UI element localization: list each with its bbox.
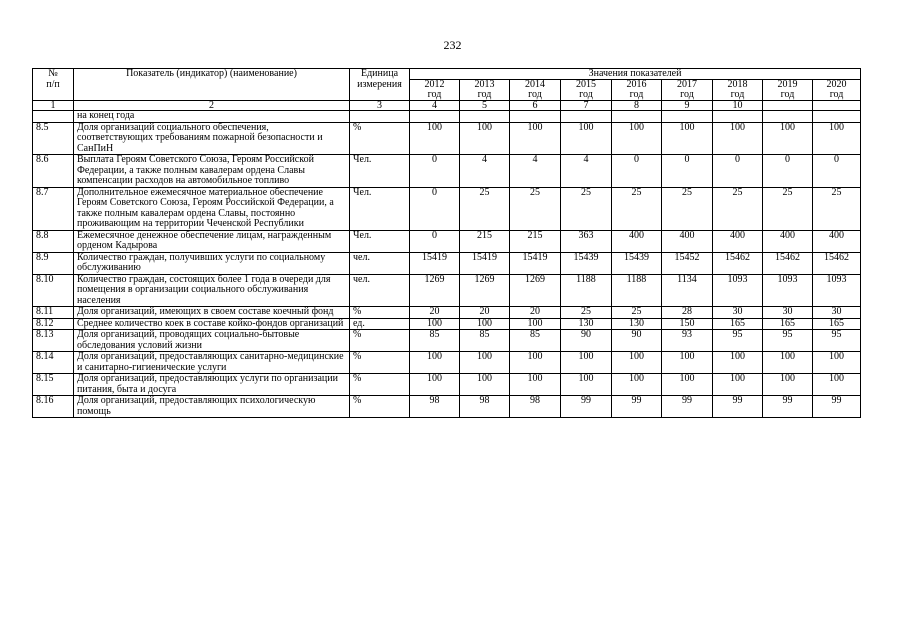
indicator-value: 0: [612, 155, 662, 188]
indicator-value: 100: [561, 374, 612, 396]
indicator-value: 95: [763, 330, 813, 352]
indicator-value: 100: [561, 122, 612, 155]
table-row: [33, 318, 861, 330]
indicator-value: 0: [410, 187, 460, 230]
indicator-value: 4: [460, 155, 510, 188]
header-unit-text: Единица измерения: [357, 68, 402, 90]
indicator-value: 95: [713, 330, 763, 352]
indicator-value: 25: [713, 187, 763, 230]
indicator-name: Среднее количество коек в составе койко-фондов организаций: [74, 318, 350, 330]
indicator-value: 98: [510, 396, 561, 418]
indicator-value: 100: [410, 318, 460, 330]
indicator-value: 93: [662, 330, 713, 352]
indicator-value: 15452: [662, 252, 713, 274]
header-year: 2012 год: [410, 80, 460, 101]
indicator-value: 100: [410, 352, 460, 374]
indicator-value: 150: [662, 318, 713, 330]
indicator-value: 400: [763, 230, 813, 252]
table-row: [33, 252, 861, 274]
indicator-value: 0: [662, 155, 713, 188]
row-number: 8.6: [33, 155, 74, 188]
row-number: 8.14: [33, 352, 74, 374]
indicator-value: 1093: [713, 274, 763, 307]
table-row: [33, 274, 861, 307]
continuation-empty-cell: [561, 111, 612, 123]
indicator-value: 15462: [813, 252, 861, 274]
header-year: 2019 год: [763, 80, 813, 101]
continuation-empty-cell: [410, 111, 460, 123]
indicator-value: 15419: [510, 252, 561, 274]
indicator-value: 25: [561, 307, 612, 319]
indicator-value: 100: [510, 352, 561, 374]
indicator-value: 15439: [561, 252, 612, 274]
indicator-value: 100: [763, 122, 813, 155]
row-number: 8.10: [33, 274, 74, 307]
indicator-value: 1188: [612, 274, 662, 307]
indicator-value: 0: [813, 155, 861, 188]
indicator-value: 25: [763, 187, 813, 230]
indicator-value: 100: [460, 374, 510, 396]
indicator-value: 90: [561, 330, 612, 352]
indicator-value: 99: [612, 396, 662, 418]
indicator-value: 30: [813, 307, 861, 319]
unit-of-measure: ед.: [350, 318, 410, 330]
row-number: 8.8: [33, 230, 74, 252]
header-unit: [350, 69, 410, 101]
indicator-value: 100: [763, 374, 813, 396]
column-index-cell: [763, 101, 813, 111]
indicator-value: 100: [662, 122, 713, 155]
indicator-value: 99: [763, 396, 813, 418]
indicator-value: 100: [460, 122, 510, 155]
column-index-cell: 10: [713, 101, 763, 111]
indicator-value: 98: [460, 396, 510, 418]
indicator-value: 100: [510, 374, 561, 396]
page-number: 232: [443, 38, 462, 52]
table-row: [33, 330, 861, 352]
indicator-value: 100: [510, 122, 561, 155]
column-index-cell: 7: [561, 101, 612, 111]
header-year: 2018 год: [713, 80, 763, 101]
table-body: [33, 111, 861, 418]
column-index-cell: 3: [350, 101, 410, 111]
header-num-text: № п/п: [46, 68, 60, 90]
indicator-name: Доля организаций, имеющих в своем составе коечный фонд: [74, 307, 350, 319]
indicator-name: Доля организаций, предоставляющих санитарно-медицинские и санитарно-гигиенические услуги: [74, 352, 350, 374]
continuation-empty-cell: [612, 111, 662, 123]
row-number: 8.7: [33, 187, 74, 230]
indicator-value: 15462: [713, 252, 763, 274]
continuation-empty-cell: [713, 111, 763, 123]
header-year: 2020 год: [813, 80, 861, 101]
row-number: 8.12: [33, 318, 74, 330]
indicator-value: 1269: [410, 274, 460, 307]
unit-of-measure: Чел.: [350, 187, 410, 230]
continuation-row: [33, 111, 861, 123]
unit-of-measure: Чел.: [350, 155, 410, 188]
header-indicator: [74, 69, 350, 101]
continuation-unit-cell: [350, 111, 410, 123]
continuation-empty-cell: [763, 111, 813, 123]
indicator-value: 15419: [410, 252, 460, 274]
indicator-value: 15419: [460, 252, 510, 274]
header-year: 2017 год: [662, 80, 713, 101]
indicator-value: 400: [813, 230, 861, 252]
continuation-text: на конец года: [74, 111, 350, 123]
indicators-table: [32, 68, 861, 418]
indicator-value: 100: [763, 352, 813, 374]
continuation-empty-cell: [460, 111, 510, 123]
indicator-value: 99: [662, 396, 713, 418]
indicator-value: 1269: [460, 274, 510, 307]
indicator-value: 90: [612, 330, 662, 352]
column-index-cell: [813, 101, 861, 111]
indicator-value: 100: [460, 318, 510, 330]
indicator-value: 165: [713, 318, 763, 330]
indicator-value: 85: [510, 330, 561, 352]
indicator-value: 215: [510, 230, 561, 252]
header-column-index-row: [33, 101, 861, 111]
indicator-value: 1093: [813, 274, 861, 307]
unit-of-measure: %: [350, 396, 410, 418]
continuation-empty-cell: [662, 111, 713, 123]
header-year: 2015 год: [561, 80, 612, 101]
header-year: 2013 год: [460, 80, 510, 101]
row-number: 8.13: [33, 330, 74, 352]
indicator-value: 0: [713, 155, 763, 188]
unit-of-measure: чел.: [350, 252, 410, 274]
table-row: [33, 374, 861, 396]
indicator-value: 25: [612, 187, 662, 230]
indicator-name: Количество граждан, получивших услуги по социальному обслуживанию: [74, 252, 350, 274]
indicator-value: 130: [612, 318, 662, 330]
row-number: 8.9: [33, 252, 74, 274]
indicator-value: 100: [713, 374, 763, 396]
indicator-value: 100: [662, 352, 713, 374]
indicator-value: 165: [813, 318, 861, 330]
unit-of-measure: %: [350, 352, 410, 374]
table-row: [33, 230, 861, 252]
indicator-value: 100: [813, 122, 861, 155]
row-number: 8.11: [33, 307, 74, 319]
indicator-value: 4: [510, 155, 561, 188]
indicator-value: 25: [510, 187, 561, 230]
header-values-group-text: Значения показателей: [588, 68, 682, 79]
indicator-value: 100: [713, 122, 763, 155]
unit-of-measure: %: [350, 122, 410, 155]
indicator-value: 0: [410, 155, 460, 188]
table-row: [33, 352, 861, 374]
indicator-value: 100: [460, 352, 510, 374]
unit-of-measure: %: [350, 330, 410, 352]
indicator-value: 15462: [763, 252, 813, 274]
indicator-value: 100: [813, 352, 861, 374]
indicator-value: 25: [612, 307, 662, 319]
indicator-value: 15439: [612, 252, 662, 274]
indicator-name: Доля организаций, предоставляющих услуги по организации питания, быта и досуга: [74, 374, 350, 396]
indicator-value: 0: [763, 155, 813, 188]
column-index-cell: 9: [662, 101, 713, 111]
indicator-value: 20: [460, 307, 510, 319]
indicator-name: Доля организаций, проводящих социально-бытовые обследования условий жизни: [74, 330, 350, 352]
indicator-value: 0: [410, 230, 460, 252]
indicator-value: 98: [410, 396, 460, 418]
header-values-group: [410, 69, 861, 80]
indicator-value: 100: [561, 352, 612, 374]
indicator-value: 1188: [561, 274, 612, 307]
unit-of-measure: Чел.: [350, 230, 410, 252]
indicator-value: 165: [763, 318, 813, 330]
indicator-value: 30: [763, 307, 813, 319]
indicator-value: 95: [813, 330, 861, 352]
header-indicator-text: Показатель (индикатор) (наименование): [126, 68, 297, 79]
indicator-name: Дополнительное ежемесячное материальное обеспечение Героям Советского Союза, Героям Российской Федерации, а также полным кавалерам ордена Славы, постоянно проживающим на территории Чеченской Республики: [74, 187, 350, 230]
indicator-value: 215: [460, 230, 510, 252]
indicator-value: 30: [713, 307, 763, 319]
table-row: [33, 122, 861, 155]
indicator-value: 363: [561, 230, 612, 252]
indicator-value: 100: [662, 374, 713, 396]
column-index-cell: 8: [612, 101, 662, 111]
continuation-empty-cell: [813, 111, 861, 123]
indicator-value: 25: [662, 187, 713, 230]
indicator-value: 100: [612, 374, 662, 396]
indicator-value: 100: [510, 318, 561, 330]
indicator-name: Ежемесячное денежное обеспечение лицам, награжденным орденом Кадырова: [74, 230, 350, 252]
column-index-cell: 5: [460, 101, 510, 111]
column-index-cell: 6: [510, 101, 561, 111]
indicator-value: 4: [561, 155, 612, 188]
continuation-empty-cell: [510, 111, 561, 123]
indicator-value: 400: [662, 230, 713, 252]
indicator-value: 20: [510, 307, 561, 319]
header-year: 2016 год: [612, 80, 662, 101]
indicator-name: Доля организаций социального обеспечения, соответствующих требованиям пожарной безопасности и СанПиН: [74, 122, 350, 155]
table-row: [33, 307, 861, 319]
row-number: 8.5: [33, 122, 74, 155]
indicator-value: 99: [561, 396, 612, 418]
indicator-value: 100: [410, 122, 460, 155]
table-header: [33, 69, 861, 111]
indicator-value: 25: [561, 187, 612, 230]
table-row: [33, 155, 861, 188]
indicator-value: 25: [460, 187, 510, 230]
indicator-name: Количество граждан, состоящих более 1 года в очереди для помещения в организации социального обслуживания населения: [74, 274, 350, 307]
row-number: 8.15: [33, 374, 74, 396]
table-row: [33, 187, 861, 230]
indicator-value: 25: [813, 187, 861, 230]
indicator-value: 400: [713, 230, 763, 252]
table-row: [33, 396, 861, 418]
indicator-value: 1134: [662, 274, 713, 307]
continuation-num-cell: [33, 111, 74, 123]
indicator-value: 100: [813, 374, 861, 396]
unit-of-measure: чел.: [350, 274, 410, 307]
unit-of-measure: %: [350, 307, 410, 319]
column-index-cell: 4: [410, 101, 460, 111]
header-year: 2014 год: [510, 80, 561, 101]
indicator-value: 400: [612, 230, 662, 252]
indicator-value: 1269: [510, 274, 561, 307]
indicator-value: 100: [612, 122, 662, 155]
indicator-value: 100: [612, 352, 662, 374]
indicator-value: 20: [410, 307, 460, 319]
indicator-value: 100: [410, 374, 460, 396]
indicator-value: 99: [713, 396, 763, 418]
indicator-name: Доля организаций, предоставляющих психологическую помощь: [74, 396, 350, 418]
indicator-value: 1093: [763, 274, 813, 307]
indicator-value: 28: [662, 307, 713, 319]
column-index-cell: 2: [74, 101, 350, 111]
indicator-value: 85: [410, 330, 460, 352]
column-index-cell: 1: [33, 101, 74, 111]
indicator-name: Выплата Героям Советского Союза, Героям Российской Федерации, а также полным кавалерам ордена Славы компенсации расходов на автомобильное топливо: [74, 155, 350, 188]
indicator-value: 99: [813, 396, 861, 418]
indicator-value: 85: [460, 330, 510, 352]
indicator-value: 130: [561, 318, 612, 330]
header-num: [33, 69, 74, 101]
row-number: 8.16: [33, 396, 74, 418]
unit-of-measure: %: [350, 374, 410, 396]
indicator-value: 100: [713, 352, 763, 374]
